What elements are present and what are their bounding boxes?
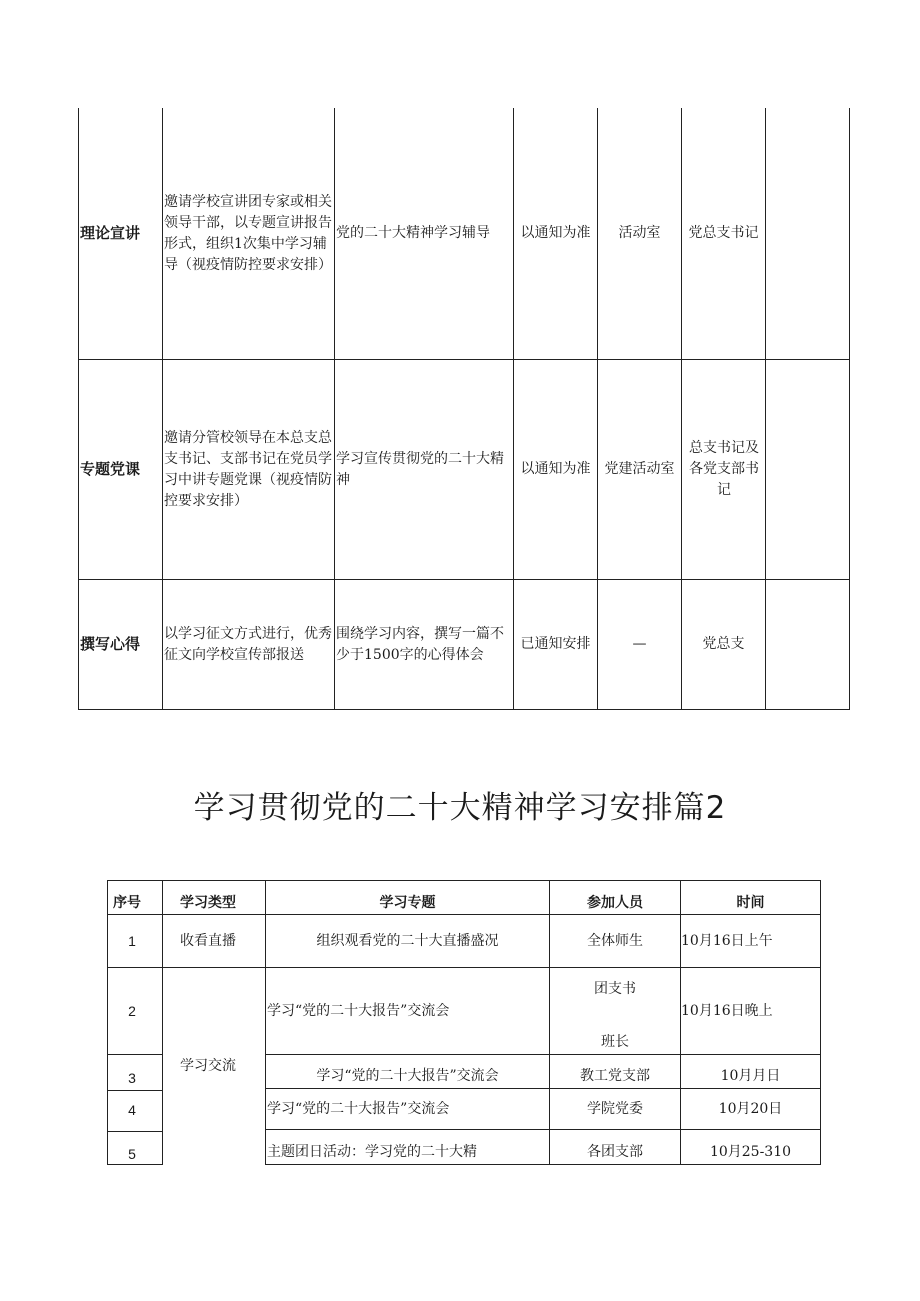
row-time: 10月16日晚上 xyxy=(681,1002,773,1019)
row-no: 2 xyxy=(128,1002,136,1019)
remark-cell xyxy=(766,108,849,359)
place-cell: — xyxy=(632,636,647,652)
method-cell: 以学习征文方式进行，优秀征文向学校宣传部报送 xyxy=(164,625,332,663)
row-no: 3 xyxy=(128,1069,136,1086)
header-no: 序号 xyxy=(113,894,141,911)
place-cell: 党建活动室 xyxy=(604,461,675,477)
responsible-cell: 总支书记及各党支部书记 xyxy=(689,440,759,498)
row-topic: 学习“党的二十大报告”交流会 xyxy=(316,1067,499,1084)
row-participants: 学院党委 xyxy=(587,1100,643,1117)
content-cell: 党的二十大精神学习辅导 xyxy=(336,225,490,241)
type-cell: 专题党课 xyxy=(80,460,141,478)
responsible-cell: 党总支 xyxy=(702,636,745,652)
row-type: 收看直播 xyxy=(180,932,236,949)
method-cell: 邀请学校宣讲团专家或相关领导干部，以专题宣讲报告形式，组织1次集中学习辅导（视疫情防控要求安排） xyxy=(164,193,332,273)
method-cell: 邀请分管校领导在本总支总支书记、支部书记在党员学习中讲专题党课（视疫情防控要求安排） xyxy=(164,429,332,509)
merged-type: 学习交流 xyxy=(180,1057,236,1074)
content-cell: 围绕学习内容，撰写一篇不少于1500字的心得体会 xyxy=(336,625,504,663)
row-time: 10月月日 xyxy=(720,1067,781,1084)
row-no: 5 xyxy=(128,1145,136,1162)
row-time: 10月20日 xyxy=(718,1100,783,1117)
row-topic: 学习“党的二十大报告”交流会 xyxy=(267,1002,450,1019)
row-participants-line1: 团支书 xyxy=(594,980,636,997)
row-participants: 各团支部 xyxy=(587,1143,643,1160)
responsible-cell: 党总支书记 xyxy=(688,225,759,241)
time-cell: 以通知为准 xyxy=(520,225,591,241)
row-no: 4 xyxy=(128,1101,136,1118)
header-type: 学习类型 xyxy=(180,894,236,911)
type-cell: 撰写心得 xyxy=(80,635,141,653)
place-cell: 活动室 xyxy=(618,225,661,241)
header-time: 时间 xyxy=(736,894,765,911)
row-participants-line2: 班长 xyxy=(601,1033,629,1050)
time-cell: 以通知为准 xyxy=(520,461,591,477)
header-participants: 参加人员 xyxy=(587,894,643,911)
row-topic: 学习“党的二十大报告”交流会 xyxy=(267,1100,450,1117)
type-cell: 理论宣讲 xyxy=(80,224,141,242)
row-time: 10月25-310 xyxy=(709,1143,792,1160)
time-cell: 已通知安排 xyxy=(520,636,591,652)
row-no: 1 xyxy=(128,932,136,949)
header-topic: 学习专题 xyxy=(379,894,436,911)
row-participants: 教工党支部 xyxy=(580,1067,650,1084)
remark-cell xyxy=(766,360,849,579)
row-topic: 主题团日活动：学习党的二十大精 xyxy=(267,1143,477,1160)
row-time: 10月16日上午 xyxy=(681,932,773,949)
section-title: 学习贯彻党的二十大精神学习安排篇2 xyxy=(193,790,727,826)
remark-cell xyxy=(766,580,849,709)
row-participants: 全体师生 xyxy=(587,932,643,949)
row-topic: 组织观看党的二十大直播盛况 xyxy=(316,932,499,949)
content-cell: 学习宣传贯彻党的二十大精神 xyxy=(336,450,504,488)
